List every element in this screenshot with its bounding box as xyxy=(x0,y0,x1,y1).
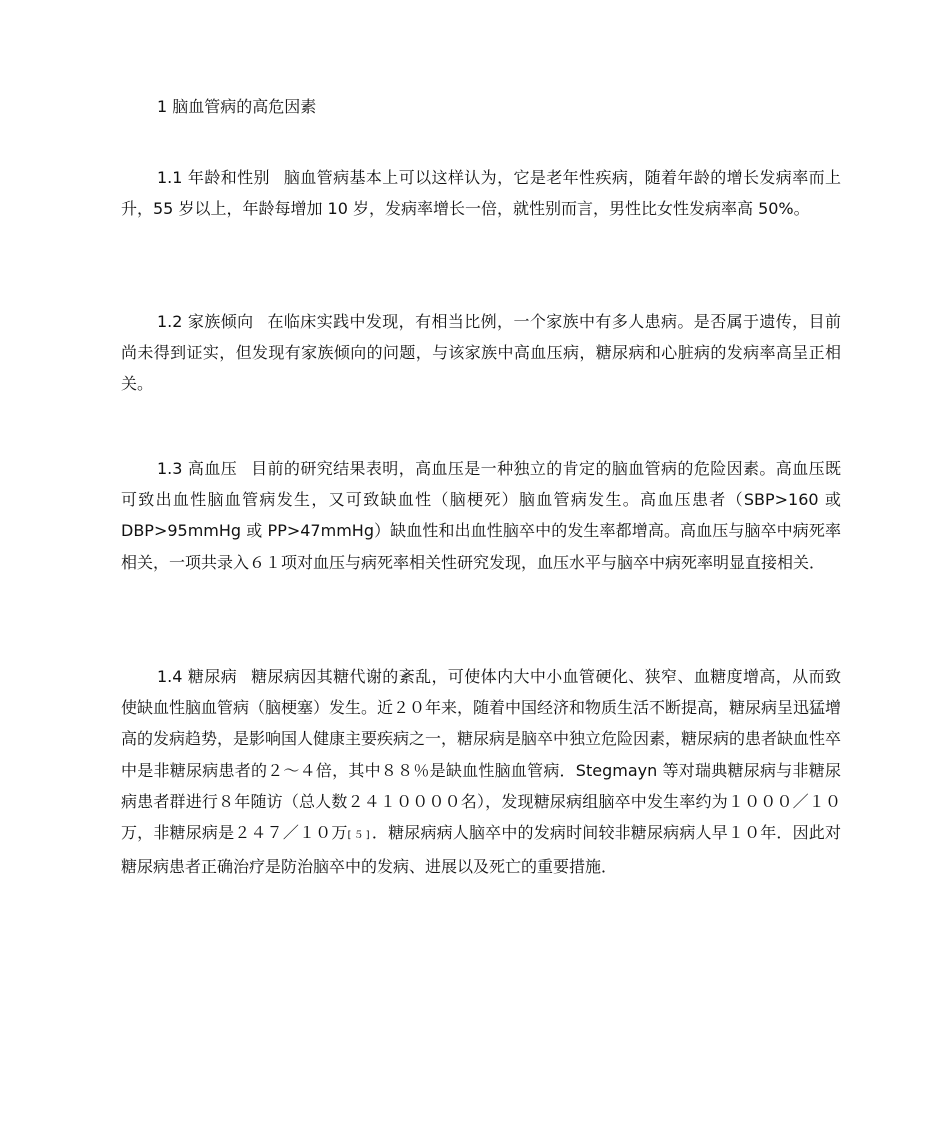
citation-reference: [５] xyxy=(347,830,372,842)
section-heading: 1 脑血管病的高危因素 xyxy=(157,97,317,116)
paragraph-hypertension xyxy=(121,453,841,578)
paragraph-text: 目前的研究结果表明，高血压是一种独立的肯定的脑血管病的危险因素。高血压既可致出血性脑血管病发生，又可致缺血性（脑梗死）脑血管病发生。高血压患者（SBP>160 或 DBP>95mmHg 或 PP>47mmHg）缺血性和出血性脑卒中的发生率都增高。高血压与脑卒中病死率相关，一项共录入６１项对血压与病死率相关性研究发现，血压水平与脑卒中病死率明显直接相关． xyxy=(121,459,841,572)
paragraph-text: 在临床实践中发现，有相当比例，一个家族中有多人患病。是否属于遗传，目前尚未得到证实，但发现有家族倾向的问题，与该家族中高血压病，糖尿病和心脏病的发病率高呈正相关。 xyxy=(121,312,841,394)
paragraph-diabetes xyxy=(121,661,841,882)
paragraph-text-continued: ．糖尿病病人脑卒中的发病时间较非糖尿病病人早１０年．因此对糖尿病患者正确治疗是防治脑卒中的发病、进展以及死亡的重要措施． xyxy=(121,823,841,877)
subsection-label: 1.4 糖尿病 xyxy=(157,667,238,686)
paragraph-family-tendency xyxy=(121,306,841,400)
subsection-label: 1.2 家族倾向 xyxy=(157,312,254,331)
paragraph-text: 糖尿病因其糖代谢的紊乱，可使体内大中小血管硬化、狭窄、血糖度增高，从而致使缺血性脑血管病（脑梗塞）发生。近２０年来，随着中国经济和物质生活不断提高，糖尿病呈迅猛增高的发病趋势，是影响国人健康主要疾病之一，糖尿病是脑卒中独立危险因素，糖尿病的患者缺血性卒中是非糖尿病患者的２～４倍，其中８８％是缺血性脑血管病．Stegmayn 等对瑞典糖尿病与非糖尿病患者群进行８年随访（总人数２４１００００名），发现糖尿病组脑卒中发生率约为１０００／１０万，非糖尿病是２４７／１０万 xyxy=(121,667,842,843)
subsection-label: 1.1 年龄和性别 xyxy=(157,168,270,187)
subsection-label: 1.3 高血压 xyxy=(157,459,238,478)
paragraph-age-gender xyxy=(121,162,841,224)
paragraph-text: 脑血管病基本上可以这样认为，它是老年性疾病，随着年龄的增长发病率而上升，55 岁以上，年龄每增加 10 岁，发病率增长一倍，就性别而言，男性比女性发病率高 50%。 xyxy=(121,168,841,219)
